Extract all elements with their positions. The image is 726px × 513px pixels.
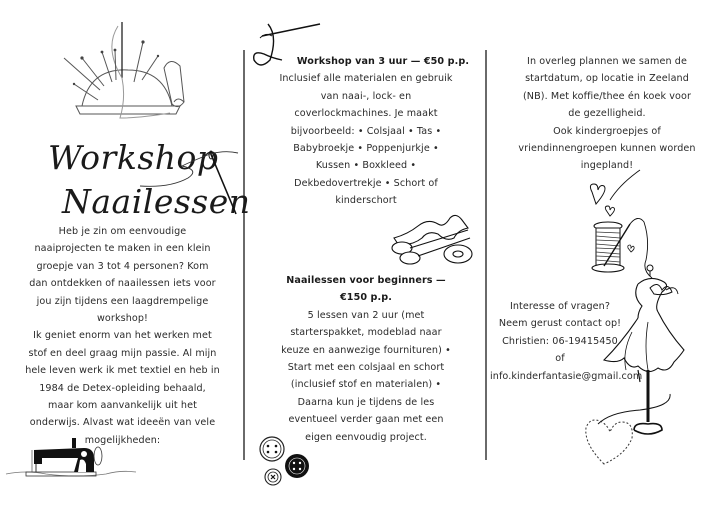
workshop-line: bijvoorbeeld: • Colsjaal • Tas •: [290, 125, 442, 137]
lessons-line: Start met een colsjaal en schort: [287, 362, 445, 374]
lessons-line: (inclusief stof en materialen) •: [290, 379, 442, 391]
lessons-section: [252, 272, 480, 446]
contact-line: Interesse of vragen?: [509, 301, 611, 312]
lessons-line: eigen eenvoudig project.: [305, 431, 427, 443]
contact-line: Neem gerust contact op!: [498, 318, 622, 330]
about-line: maar kom aanvankelijk uit het: [48, 400, 197, 412]
intro-line: naaiprojecten te maken in een klein: [34, 243, 211, 255]
sewing-machine-icon: [6, 436, 136, 482]
intro-line: workshop!: [96, 313, 148, 325]
workshop-line: Babybroekje • Poppenjurkje •: [293, 143, 439, 155]
planning-line: Ook kindergroepjes of: [553, 125, 661, 137]
about-line: onderwijs. Alvast wat ideeën van vele: [29, 417, 216, 429]
intro-text: [10, 223, 235, 449]
about-line: hele leven werk ik met textiel en heb in: [25, 365, 220, 377]
scissors-measuring-tape-icon: [388, 208, 478, 266]
workshop-line: van naai-, lock- en: [320, 90, 412, 102]
planning-line: startdatum, op locatie in Zeeland: [525, 73, 689, 85]
about-line: 1984 de Detex-opleiding behaald,: [39, 382, 206, 394]
contact-phone: Christien: 06-19415450: [502, 335, 618, 347]
contact-or: of: [555, 353, 565, 365]
heart-icon: [570, 392, 680, 472]
workshop-line: Inclusief alle materialen en gebruik: [279, 73, 453, 85]
column-divider-right: [485, 50, 487, 460]
workshop-heading: Workshop van 3 uur — €50 p.p.: [296, 56, 470, 67]
contact-section: [490, 298, 643, 385]
workshop-line: Kussen • Boxkleed •: [315, 160, 417, 172]
lessons-line: 5 lessen van 2 uur (met: [307, 309, 425, 321]
lessons-line: Daarna kun je tijdens de les: [297, 396, 435, 408]
planning-line: (NB). Met koffie/thee én koek voor: [522, 90, 692, 102]
planning-line: ingepland!: [580, 160, 634, 172]
needle-thread-icon: [180, 148, 240, 218]
about-line: stof en deel graag mijn passie. Al mijn: [28, 347, 217, 359]
contact-email[interactable]: info.kinderfantasie@gmail.com: [490, 370, 643, 382]
column-divider-left: [243, 50, 245, 460]
lessons-line: keuze en aanwezige fournituren) •: [281, 344, 451, 356]
intro-line: groepje van 3 tot 4 personen? Kom: [36, 260, 209, 272]
workshop-line: kinderschort: [335, 195, 397, 207]
intro-line: jou zijn tijdens een laagdrempelige: [36, 295, 209, 307]
about-line: mogelijkheden:: [84, 434, 161, 446]
about-line: Ik geniet enorm van het werken met: [33, 330, 212, 342]
lessons-line: eventueel verder gaan met een: [288, 414, 444, 426]
lessons-heading: Naailessen voor beginners —: [286, 275, 446, 286]
workshop-line: Dekbedovertrekje • Schort of: [294, 177, 438, 189]
planning-line: de gezelligheid.: [568, 108, 646, 120]
workshop-line: coverlockmachines. Je maakt: [294, 108, 438, 120]
pincushion-icon: [60, 18, 190, 128]
planning-section: [496, 53, 718, 175]
intro-line: Heb je zin om eenvoudige: [58, 226, 187, 237]
intro-line: dan ontdekken of naailessen iets voor: [29, 278, 216, 290]
lessons-line: starterspakket, modeblad naar: [290, 327, 442, 339]
title-workshop: Workshop: [48, 138, 219, 177]
planning-line: vriendinnengroepen kunnen worden: [518, 143, 696, 155]
workshop-section: [252, 53, 480, 210]
title-naailessen: Naailessen: [62, 182, 251, 221]
buttons-icon: [258, 435, 318, 491]
planning-line: In overleg plannen we samen de: [527, 56, 687, 67]
lessons-price: €150 p.p.: [340, 292, 392, 304]
